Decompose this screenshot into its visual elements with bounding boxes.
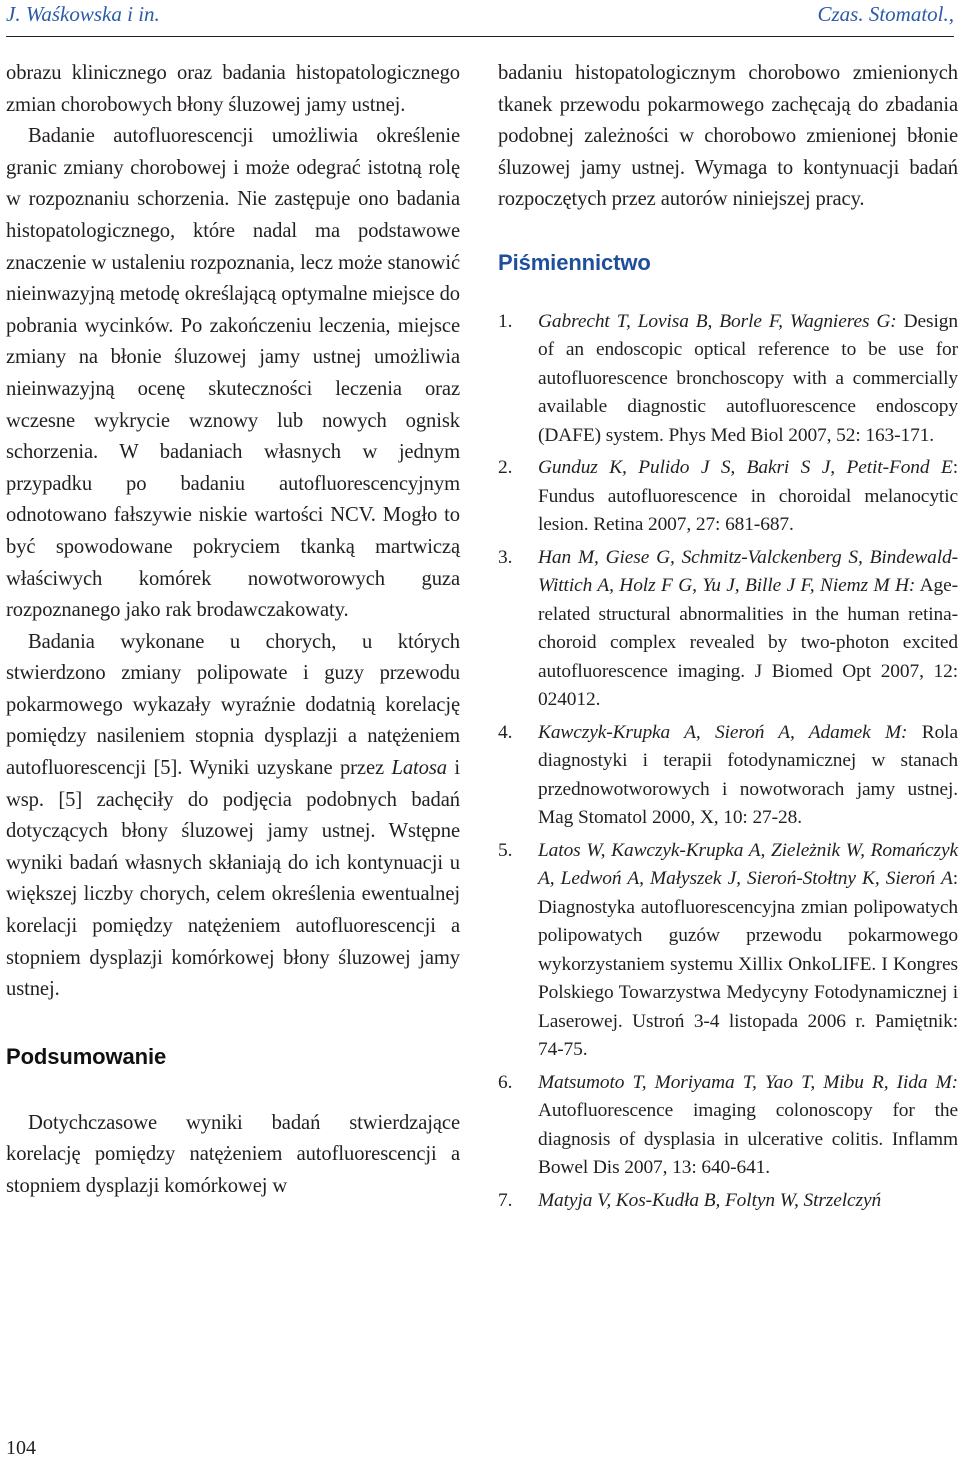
header-authors: J. Waśkowska i in. — [6, 2, 160, 26]
reference-item — [498, 719, 958, 833]
section-heading-summary: Podsumowanie — [6, 1043, 167, 1069]
reference-item — [498, 837, 958, 1065]
paragraph-3-text-a: Badania wykonane u chorych, u których stwierdzono zmiany polipowate i guzy przewodu pokarmowego wykazały wyraźnie dodatnią korelację pomiędzy nasileniem stopnia dysplazji a natężeniem autofluorescencji [5]. Wyniki uzyskane przez — [6, 630, 460, 780]
reference-text: Autofluorescence imaging colonoscopy for the diagnosis of dysplasia in ulcerative colitis. Inflamm Bowel Dis 2007, 13: 640-641. — [538, 1100, 958, 1179]
paragraph-3-italic: Latosa — [391, 757, 447, 780]
paragraph-1: obrazu klinicznego oraz badania histopatologicznego zmian chorobowych błony śluzowej jamy ustnej. — [6, 62, 460, 116]
reference-list — [498, 308, 958, 1216]
reference-authors: Han M, Giese G, Schmitz-Valckenberg S, Bindewald-Wittich A, Holz F G, Yu J, Bille J F, Niemz M H: — [538, 546, 958, 597]
left-column — [6, 58, 460, 1203]
reference-text: Design of an endoscopic optical reference to be use for autofluorescence bronchoscopy with a commercially available diagnostic autofluorescence endoscopy (DAFE) system. Phys Med Biol 2007, 52: 163-171. — [538, 310, 958, 446]
reference-text: Age-related structural abnormalities in the human retina-choroid complex revealed by two-photon excited autofluorescence imaging. J Biomed Opt 2007, 12: 024012. — [538, 575, 958, 711]
paragraph-2: Badanie autofluorescencji umożliwia określenie granic zmiany chorobowej i może odegrać istotną rolę w rozpoznaniu schorzenia. Nie zastępuje ono badania histopatologicznego, które nadal ma podstawowe znaczenie w ustaleniu rozpoznania, lecz może stanowić nieinwazyjną metodę określającą optymalne miejsce do pobrania wycinków. Po zakończeniu leczenia, miejsce zmiany na błonie śluzowej jamy ustnej umożliwia nieinwazyjną ocenę skuteczności leczenia oraz wczesne wykrycie wznowy lub nowych ognisk schorzenia. W badaniach własnych w jednym przypadku po badaniu autofluorescencyjnym odnotowano fałszywie niskie wartości NCV. Mogło to być spowodowane pokryciem tkanką martwiczą właściwych komórek nowotworowych guza rozpoznanego jako rak brodawczakowaty. — [6, 125, 460, 622]
reference-authors: Latos W, Kawczyk-Krupka A, Zieleżnik W, Romańczyk A, Ledwoń A, Małyszek J, Sieroń-Stołtny K, Sieroń A — [538, 839, 958, 890]
paragraph-4: Dotychczasowe wyniki badań stwierdzające korelację pomiędzy natężeniem autofluorescencji a stopniem dysplazji komórkowej w — [6, 1111, 460, 1197]
reference-number: 4. — [498, 721, 513, 743]
paragraph-right-1: badaniu histopatologicznym chorobowo zmienionych tkanek przewodu pokarmowego zachęcają do zbadania podobnej zależności w chorobowo zmienionej błonie śluzowej jamy ustnej. Wymaga to kontynuacji badań rozpoczętych przez autorów niniejszej pracy. — [498, 62, 958, 211]
right-column — [498, 58, 958, 1219]
reference-number: 5. — [498, 839, 513, 861]
reference-authors: Kawczyk-Krupka A, Sieroń A, Adamek M: — [538, 721, 908, 743]
section-heading-references: Piśmiennictwo — [498, 249, 651, 275]
reference-authors: Matsumoto T, Moriyama T, Yao T, Mibu R, Iida M: — [538, 1071, 958, 1093]
paragraph-3 — [6, 627, 460, 1006]
reference-item — [498, 1187, 958, 1216]
reference-text: : Fundus autofluorescence in choroidal melanocytic lesion. Retina 2007, 27: 681-687. — [538, 457, 958, 536]
reference-item — [498, 454, 958, 540]
header-journal: Czas. Stomatol., — [817, 2, 954, 26]
paragraph-3-text-b: i wsp. [5] zachęciły do podjęcia podobnych badań dotyczących błony śluzowej jamy ustnej. Wstępne wyniki badań własnych skłaniają do ich kontynuacji u większej liczby chorych, celem określenia ewentualnej korelacji pomiędzy natężeniem autofluorescencji a stopniem dysplazji komórkowej błony śluzowej jamy ustnej. — [6, 757, 461, 1001]
reference-authors: Gunduz K, Pulido J S, Bakri S J, Petit-Fond E — [538, 457, 953, 479]
reference-number: 3. — [498, 546, 513, 568]
page-number: 104 — [6, 1437, 36, 1459]
running-header — [6, 0, 954, 30]
reference-authors: Matyja V, Kos-Kudła B, Foltyn W, Strzelczyń — [538, 1189, 882, 1211]
reference-item — [498, 544, 958, 715]
reference-text: : Diagnostyka autofluorescencyjna zmian polipowatych polipowatych guzów przewodu pokarmowego wykorzystaniem systemu Xillix OnkoLIFE. I Kongres Polskiego Towarzystwa Medycyny Fotodynamicznej i Laserowej. Ustroń 3-4 listopada 2006 r. Pamiętnik: 74-75. — [538, 868, 958, 1061]
reference-item — [498, 308, 958, 451]
reference-authors: Gabrecht T, Lovisa B, Borle F, Wagnieres G: — [538, 310, 897, 332]
reference-number: 6. — [498, 1071, 513, 1093]
header-rule — [6, 36, 954, 37]
reference-text: Rola diagnostyki i terapii fotodynamicznej w stanach przednowotworowych i nowotworach jamy ustnej. Mag Stomatol 2000, X, 10: 27-28. — [538, 721, 958, 829]
reference-item — [498, 1069, 958, 1183]
reference-number: 2. — [498, 457, 513, 479]
reference-number: 1. — [498, 310, 513, 332]
reference-number: 7. — [498, 1189, 513, 1211]
